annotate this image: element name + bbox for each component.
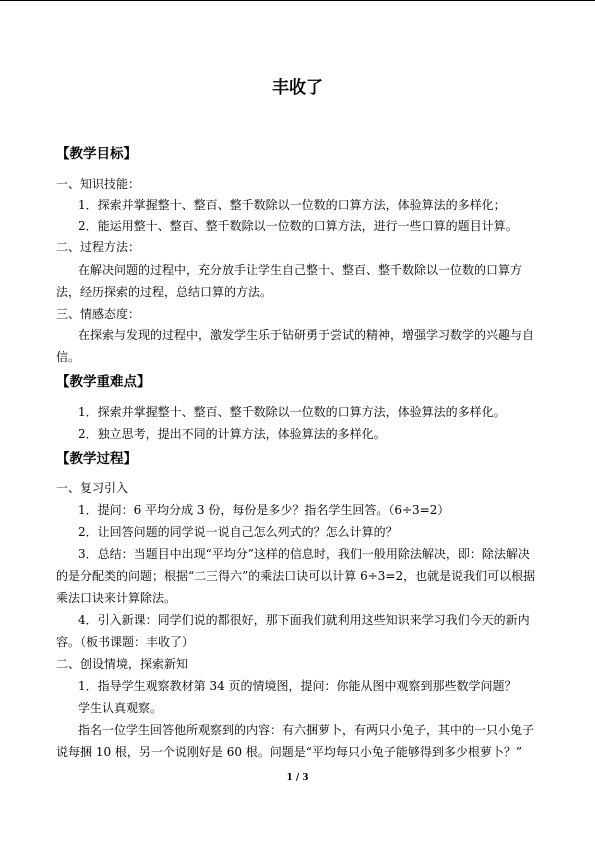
section-heading-process: 【教学过程】: [56, 451, 137, 467]
text-line: 一、复习引入: [56, 481, 129, 495]
text-line: 在探索与发现的过程中，激发学生乐于钻研勇于尝试的精神，增强学习数学的兴趣与自: [78, 328, 535, 342]
text-line: 1．探索并掌握整十、整百、整千数除以一位数的口算方法，体验算法的多样化；: [78, 198, 506, 212]
text-line: 二、创设情境，探索新知: [56, 657, 189, 671]
text-line: 三、情感态度：: [56, 307, 141, 321]
text-line: 2．独立思考，提出不同的计算方法，体验算法的多样化。: [78, 427, 386, 441]
text-line: 指名一位学生回答他所观察到的内容：有六捆萝卜，有两只小兔子，其中的一只小兔子: [78, 723, 535, 737]
text-line: 1．指导学生观察教材第 34 页的情境图，提问：你能从图中观察到那些数学问题？: [78, 679, 517, 693]
text-line: 信。: [56, 350, 81, 364]
text-line: 二、过程方法：: [56, 240, 141, 254]
text-line: 3．总结：当题目中出现“平均分”这样的信息时，我们一般用除法解决，即：除法解决: [78, 547, 530, 561]
text-line: 说每捆 10 根，另一个说刚好是 60 根。问题是“平均每只小兔子能够得到多少根萝卜？”: [56, 745, 523, 759]
text-line: 法，经历探索的过程，总结口算的方法。: [56, 285, 273, 299]
text-line: 乘法口诀来计算除法。: [56, 591, 177, 605]
top-rule: [0, 0, 595, 1]
text-line: 2．能运用整十、整百、整千数除以一位数的口算方法，进行一些口算的题目计算。: [78, 219, 518, 233]
text-line: 的是分配类的问题；根据“二三得六”的乘法口诀可以计算 6÷3=2，也就是说我们可以根据: [56, 569, 536, 583]
text-line: 容。（板书课题：丰收了）: [56, 635, 195, 649]
text-line: 4．引入新课：同学们说的都很好，那下面我们就利用这些知识来学习我们今天的新内: [78, 613, 530, 627]
section-heading-key-points: 【教学重难点】: [56, 374, 151, 390]
page-number: 1 / 3: [286, 773, 309, 783]
section-heading-objectives: 【教学目标】: [56, 146, 137, 162]
text-line: 学生认真观察。: [78, 701, 163, 715]
text-line: 1．提问：6 平均分成 3 份，每份是多少？指名学生回答。（6÷3=2）: [78, 503, 450, 517]
page-title: 丰收了: [272, 78, 323, 98]
text-line: 一、知识技能：: [56, 177, 141, 191]
text-line: 在解决问题的过程中，充分放手让学生自己整十、整百、整千数除以一位数的口算方: [78, 263, 523, 277]
text-line: 2．让回答问题的同学说一说自己怎么列式的？怎么计算的？: [78, 525, 398, 539]
text-line: 1．探索并掌握整十、整百、整千数除以一位数的口算方法，体验算法的多样化。: [78, 405, 506, 419]
